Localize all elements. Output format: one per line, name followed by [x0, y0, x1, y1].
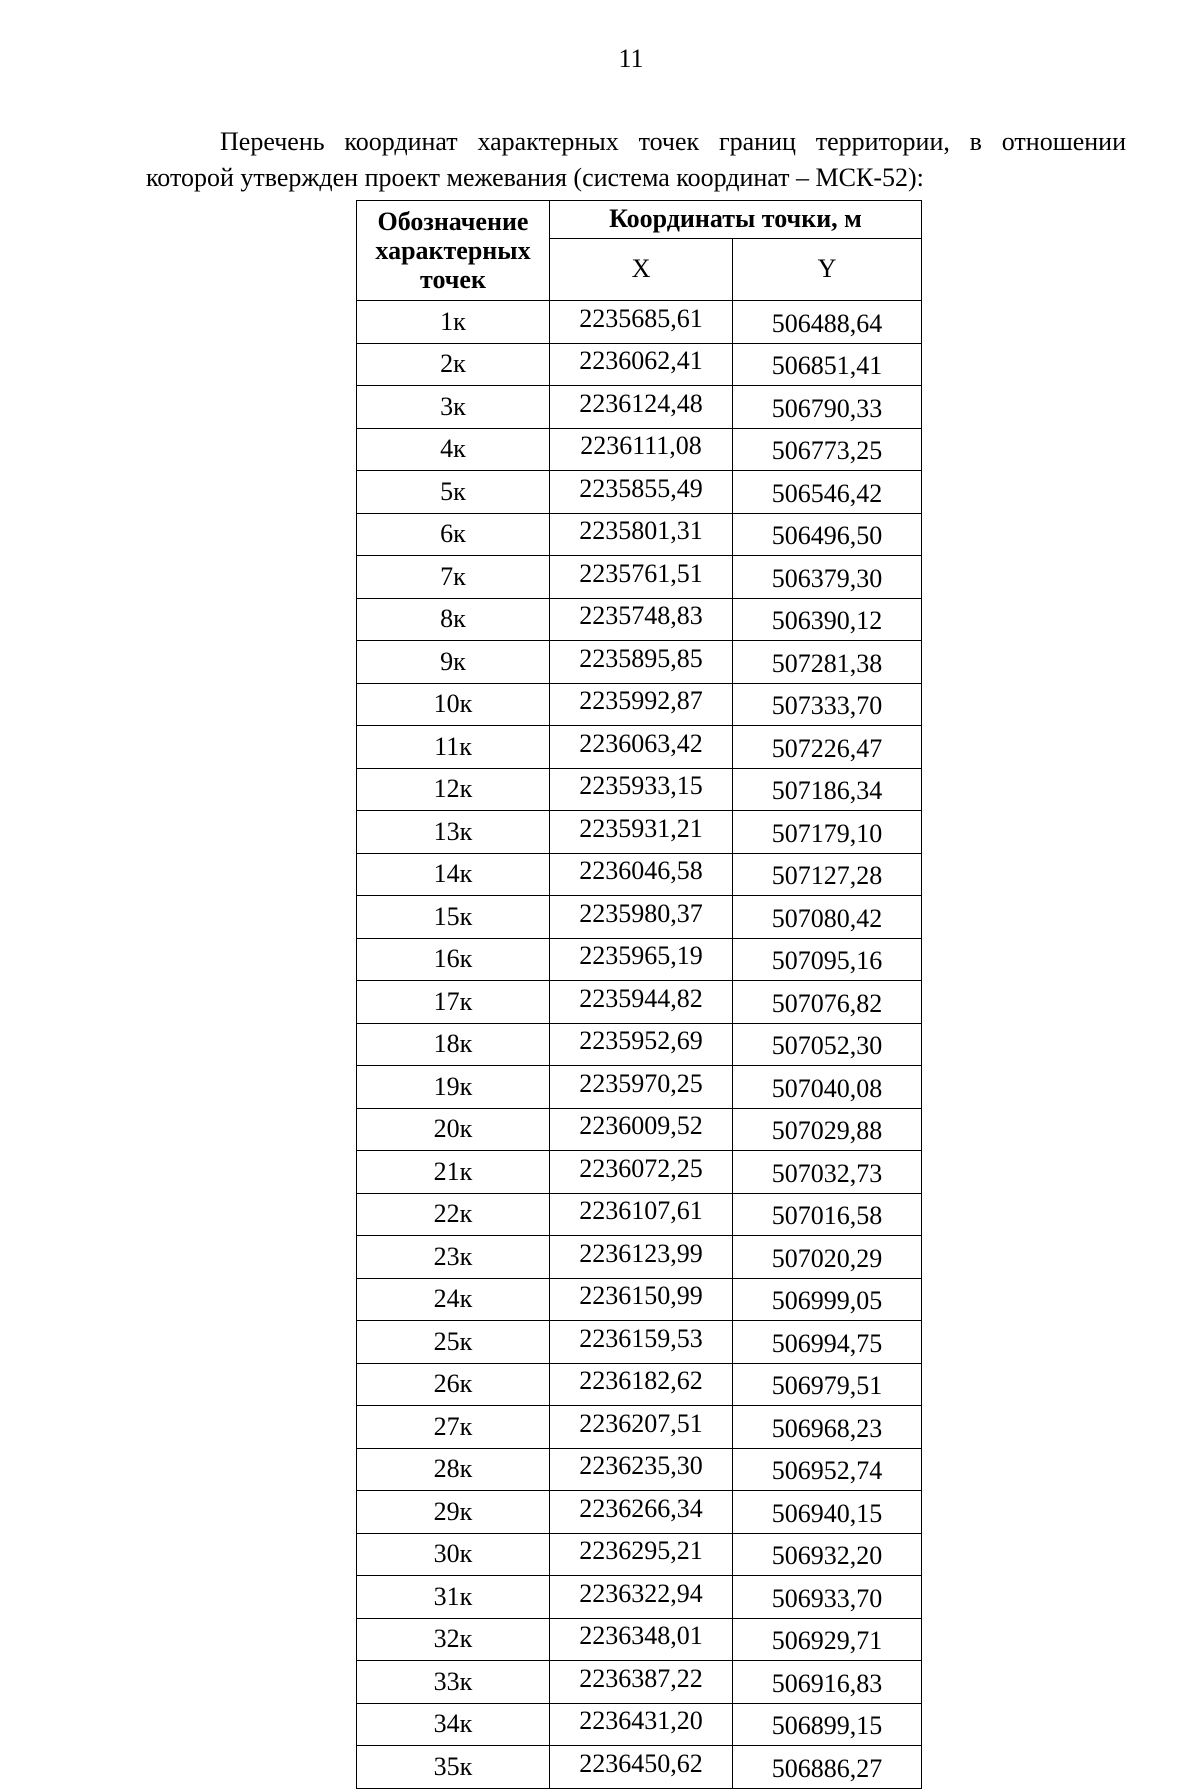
- x-coordinate-cell: 2236150,99: [550, 1278, 733, 1321]
- point-name-cell: 30к: [357, 1533, 550, 1576]
- point-name-cell: 8к: [357, 598, 550, 641]
- x-coordinate-cell: 2236235,30: [550, 1448, 733, 1491]
- y-coordinate-cell: 506916,83: [733, 1661, 922, 1704]
- y-coordinate-cell: 507127,28: [733, 853, 922, 896]
- table-row: [357, 1448, 922, 1491]
- table-row: [357, 1278, 922, 1321]
- x-coordinate-cell: 2236207,51: [550, 1406, 733, 1449]
- x-coordinate-cell: 2236107,61: [550, 1193, 733, 1236]
- table-row: [357, 981, 922, 1024]
- table-row: [357, 811, 922, 854]
- x-coordinate-cell: 2236348,01: [550, 1618, 733, 1661]
- x-coordinate-cell: 2236450,62: [550, 1746, 733, 1789]
- x-coordinate-cell: 2236124,48: [550, 386, 733, 429]
- y-coordinate-cell: 507095,16: [733, 938, 922, 981]
- x-coordinate-cell: 2235931,21: [550, 811, 733, 854]
- point-name-cell: 23к: [357, 1236, 550, 1279]
- x-coordinate-cell: 2236062,41: [550, 343, 733, 386]
- point-name-cell: 22к: [357, 1193, 550, 1236]
- y-coordinate-cell: 507052,30: [733, 1023, 922, 1066]
- y-coordinate-cell: 506979,51: [733, 1363, 922, 1406]
- point-name-cell: 29к: [357, 1491, 550, 1534]
- table-row: [357, 513, 922, 556]
- table-row: [357, 1703, 922, 1746]
- point-name-cell: 25к: [357, 1321, 550, 1364]
- y-coordinate-cell: 507076,82: [733, 981, 922, 1024]
- y-coordinate-cell: 507016,58: [733, 1193, 922, 1236]
- point-name-cell: 28к: [357, 1448, 550, 1491]
- point-name-cell: 14к: [357, 853, 550, 896]
- y-coordinate-cell: 506929,71: [733, 1618, 922, 1661]
- x-coordinate-cell: 2235895,85: [550, 641, 733, 684]
- table-row: [357, 1533, 922, 1576]
- point-name-cell: 33к: [357, 1661, 550, 1704]
- point-name-cell: 24к: [357, 1278, 550, 1321]
- y-coordinate-cell: 506379,30: [733, 556, 922, 599]
- x-coordinate-cell: 2236266,34: [550, 1491, 733, 1534]
- y-coordinate-cell: 506488,64: [733, 301, 922, 344]
- table-row: [357, 1746, 922, 1789]
- table-row: [357, 1491, 922, 1534]
- header-coordinates: Координаты точки, м: [550, 201, 922, 239]
- point-name-cell: 34к: [357, 1703, 550, 1746]
- table-row: [357, 1618, 922, 1661]
- x-coordinate-cell: 2236072,25: [550, 1151, 733, 1194]
- table-row: [357, 1363, 922, 1406]
- point-name-cell: 9к: [357, 641, 550, 684]
- x-coordinate-cell: 2236111,08: [550, 428, 733, 471]
- y-coordinate-cell: 506932,20: [733, 1533, 922, 1576]
- table-row: [357, 386, 922, 429]
- y-coordinate-cell: 507032,73: [733, 1151, 922, 1194]
- table-row: [357, 1406, 922, 1449]
- point-name-cell: 5к: [357, 471, 550, 514]
- x-coordinate-cell: 2236009,52: [550, 1108, 733, 1151]
- point-name-cell: 10к: [357, 683, 550, 726]
- x-coordinate-cell: 2235748,83: [550, 598, 733, 641]
- x-coordinate-cell: 2236322,94: [550, 1576, 733, 1619]
- point-name-cell: 15к: [357, 896, 550, 939]
- table-row: [357, 343, 922, 386]
- x-coordinate-cell: 2235980,37: [550, 896, 733, 939]
- y-coordinate-cell: 507179,10: [733, 811, 922, 854]
- y-coordinate-cell: 507040,08: [733, 1066, 922, 1109]
- x-coordinate-cell: 2235952,69: [550, 1023, 733, 1066]
- y-coordinate-cell: 506546,42: [733, 471, 922, 514]
- x-coordinate-cell: 2236387,22: [550, 1661, 733, 1704]
- page-number: 11: [618, 44, 644, 73]
- point-name-cell: 2к: [357, 343, 550, 386]
- y-coordinate-cell: 507029,88: [733, 1108, 922, 1151]
- y-coordinate-cell: 506773,25: [733, 428, 922, 471]
- y-coordinate-cell: 507186,34: [733, 768, 922, 811]
- x-coordinate-cell: 2235992,87: [550, 683, 733, 726]
- y-coordinate-cell: 506886,27: [733, 1746, 922, 1789]
- y-coordinate-cell: 507333,70: [733, 683, 922, 726]
- y-coordinate-cell: 507080,42: [733, 896, 922, 939]
- y-coordinate-cell: 506968,23: [733, 1406, 922, 1449]
- y-coordinate-cell: 506940,15: [733, 1491, 922, 1534]
- point-name-cell: 11к: [357, 726, 550, 769]
- x-coordinate-cell: 2235685,61: [550, 301, 733, 344]
- x-coordinate-cell: 2235944,82: [550, 981, 733, 1024]
- table-row: [357, 598, 922, 641]
- point-name-cell: 3к: [357, 386, 550, 429]
- y-coordinate-cell: 506851,41: [733, 343, 922, 386]
- point-name-cell: 13к: [357, 811, 550, 854]
- table-row: [357, 683, 922, 726]
- table-row: [357, 301, 922, 344]
- x-coordinate-cell: 2236046,58: [550, 853, 733, 896]
- table-row: [357, 556, 922, 599]
- table-row: [357, 768, 922, 811]
- point-name-cell: 31к: [357, 1576, 550, 1619]
- table-row: [357, 1023, 922, 1066]
- coordinates-table-body: [357, 301, 922, 1789]
- table-row: [357, 641, 922, 684]
- y-coordinate-cell: 506933,70: [733, 1576, 922, 1619]
- table-row: [357, 1236, 922, 1279]
- y-coordinate-cell: 506999,05: [733, 1278, 922, 1321]
- point-name-cell: 19к: [357, 1066, 550, 1109]
- table-row: [357, 896, 922, 939]
- y-coordinate-cell: 506899,15: [733, 1703, 922, 1746]
- table-row: [357, 1151, 922, 1194]
- table-row: [357, 726, 922, 769]
- point-name-cell: 35к: [357, 1746, 550, 1789]
- point-name-cell: 1к: [357, 301, 550, 344]
- table-row: [357, 1193, 922, 1236]
- point-name-cell: 26к: [357, 1363, 550, 1406]
- intro-paragraph: Перечень координат характерных точек границ территории, в отношении которой утвержден проект межевания (система координат – МСК-52):: [146, 127, 1126, 192]
- point-name-cell: 7к: [357, 556, 550, 599]
- header-point-designation: Обозначение характерных точек: [357, 201, 550, 301]
- x-coordinate-cell: 2235933,15: [550, 768, 733, 811]
- point-name-cell: 32к: [357, 1618, 550, 1661]
- point-name-cell: 27к: [357, 1406, 550, 1449]
- x-coordinate-cell: 2236063,42: [550, 726, 733, 769]
- y-coordinate-cell: 506790,33: [733, 386, 922, 429]
- y-coordinate-cell: 507020,29: [733, 1236, 922, 1279]
- x-coordinate-cell: 2235801,31: [550, 513, 733, 556]
- point-name-cell: 20к: [357, 1108, 550, 1151]
- y-coordinate-cell: 506390,12: [733, 598, 922, 641]
- point-name-cell: 16к: [357, 938, 550, 981]
- x-coordinate-cell: 2235761,51: [550, 556, 733, 599]
- y-coordinate-cell: 506994,75: [733, 1321, 922, 1364]
- table-row: [357, 1576, 922, 1619]
- y-coordinate-cell: 507226,47: [733, 726, 922, 769]
- y-coordinate-cell: 506496,50: [733, 513, 922, 556]
- header-x: X: [550, 238, 733, 300]
- point-name-cell: 17к: [357, 981, 550, 1024]
- point-name-cell: 4к: [357, 428, 550, 471]
- table-row: [357, 1321, 922, 1364]
- x-coordinate-cell: 2236123,99: [550, 1236, 733, 1279]
- coordinates-table: [356, 200, 922, 1789]
- x-coordinate-cell: 2235855,49: [550, 471, 733, 514]
- table-row: [357, 1066, 922, 1109]
- point-name-cell: 18к: [357, 1023, 550, 1066]
- table-row: [357, 938, 922, 981]
- x-coordinate-cell: 2236182,62: [550, 1363, 733, 1406]
- x-coordinate-cell: 2236159,53: [550, 1321, 733, 1364]
- x-coordinate-cell: 2235965,19: [550, 938, 733, 981]
- x-coordinate-cell: 2236295,21: [550, 1533, 733, 1576]
- y-coordinate-cell: 507281,38: [733, 641, 922, 684]
- table-row: [357, 1108, 922, 1151]
- point-name-cell: 21к: [357, 1151, 550, 1194]
- point-name-cell: 6к: [357, 513, 550, 556]
- header-y: Y: [733, 238, 922, 300]
- table-row: [357, 428, 922, 471]
- x-coordinate-cell: 2236431,20: [550, 1703, 733, 1746]
- y-coordinate-cell: 506952,74: [733, 1448, 922, 1491]
- x-coordinate-cell: 2235970,25: [550, 1066, 733, 1109]
- table-row: [357, 471, 922, 514]
- point-name-cell: 12к: [357, 768, 550, 811]
- table-row: [357, 853, 922, 896]
